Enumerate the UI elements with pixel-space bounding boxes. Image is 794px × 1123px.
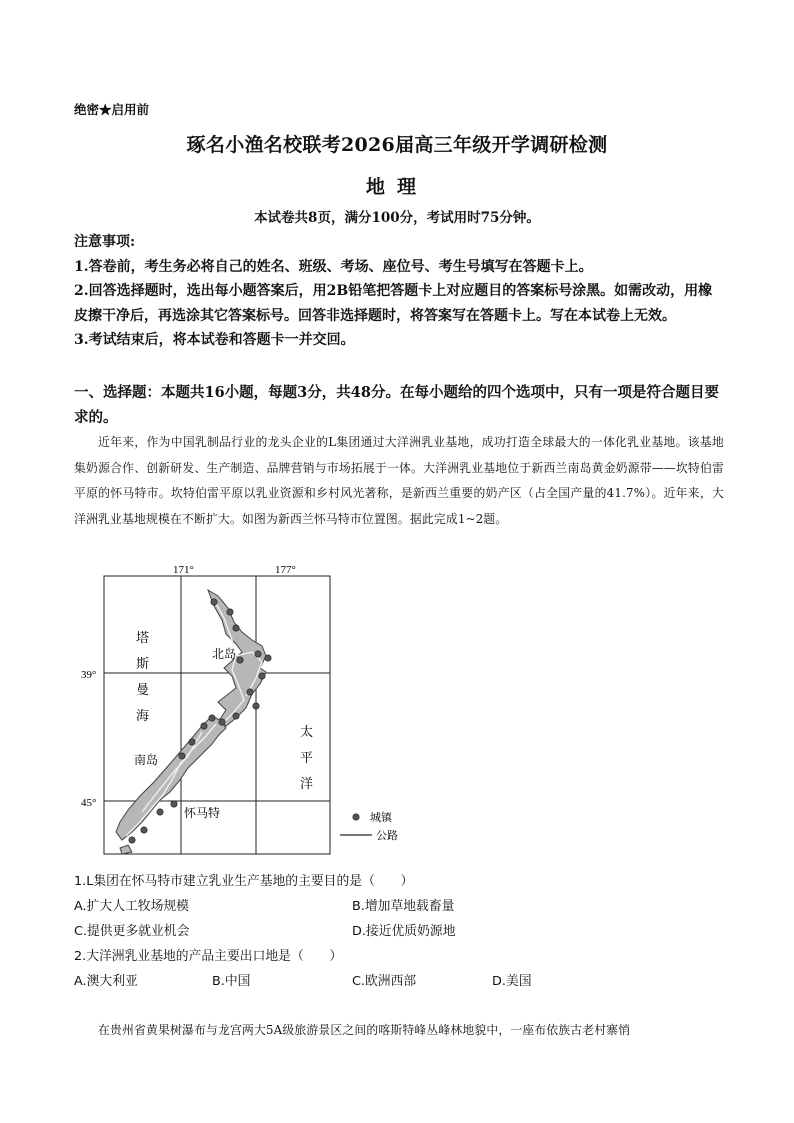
- notes-heading: 注意事项:: [74, 234, 136, 250]
- q2-option-b: B.中国: [212, 974, 251, 989]
- south-island-label: 南岛: [134, 753, 159, 767]
- north-island-label: 北岛: [212, 647, 237, 661]
- new-zealand-map: [81, 560, 426, 860]
- question-2-stem: 2.大洋洲乳业基地的产品主要出口地是（ ）: [74, 949, 343, 964]
- exam-info: 本试卷共8页，满分100分，考试用时75分钟。: [254, 210, 540, 226]
- exam-title: 琢名小渔名校联考2026届高三年级开学调研检测: [186, 134, 608, 156]
- stewart-island-shape: [120, 845, 132, 854]
- lat-45-label: 45°: [81, 797, 97, 809]
- ocean-east-char-2: 平: [300, 751, 314, 766]
- ocean-east-char-3: 洋: [300, 777, 314, 792]
- note-item-3: 3.考试结束后，将本试卷和答题卡一并交回。: [74, 332, 355, 348]
- sea-west-char-4: 海: [136, 709, 150, 724]
- sea-west-label: [136, 631, 149, 724]
- section-heading: 一、选择题：本题共16小题，每题3分，共48分。在每小题给的四个选项中，只有一项是符合题目要求的。: [74, 384, 719, 426]
- legend-town-symbol: [353, 814, 359, 820]
- waimate-label: 怀马特: [184, 806, 221, 820]
- sea-west-char-1: 塔: [136, 631, 150, 646]
- q1-option-a: A.扩大人工牧场规模: [74, 899, 189, 914]
- legend-road-label: 公路: [376, 829, 398, 842]
- q2-option-c: C.欧洲西部: [352, 974, 417, 989]
- q1-option-b: B.增加草地载畜量: [352, 899, 455, 914]
- q2-option-d: D.美国: [492, 974, 532, 989]
- subject-title: 地理: [365, 176, 428, 198]
- lat-39-label: 39°: [81, 669, 97, 681]
- lon-171-label: 171°: [173, 564, 194, 576]
- q2-option-a: A.澳大利亚: [74, 974, 138, 989]
- passage-2: 在贵州省黄果树瀑布与龙宫两大5A级旅游景区之间的喀斯特峰丛峰林地貌中，一座布依族古老村寨悄: [98, 1023, 631, 1037]
- q1-option-c: C.提供更多就业机会: [74, 924, 190, 939]
- lon-177-label: 177°: [275, 564, 296, 576]
- sea-west-char-2: 斯: [136, 657, 150, 672]
- q1-option-d: D.接近优质奶源地: [352, 924, 456, 939]
- south-island-shape: [116, 716, 226, 840]
- notes-block: [74, 230, 724, 353]
- confidential-label: 绝密★启用前: [74, 102, 150, 117]
- note-item-1: 1.答卷前，考生务必将自己的姓名、班级、考场、座位号、考生号填写在答题卡上。: [74, 258, 593, 275]
- note-item-2: 2.回答选择题时，选出每小题答案后，用2B铅笔把答题卡上对应题目的答案标号涂黑。如需改动，用橡皮擦干净后，再选涂其它答案标号。回答非选择题时，将答案写在答题卡上。写在本试卷上无效。: [74, 283, 713, 324]
- legend-town-label: 城镇: [370, 811, 392, 824]
- ocean-east-label: [300, 724, 313, 792]
- passage-1: 近年来，作为中国乳制品行业的龙头企业的L集团通过大洋洲乳业基地，成功打造全球最大的一体化乳业基地。该基地集奶源合作、创新研发、生产制造、品牌营销与市场拓展于一体。大洋洲乳业基地位于新西兰南岛黄金奶源带——坎特伯雷平原的怀马特市。坎特伯雷平原以乳业资源和乡村风光著称，是新西兰重要的奶产区（占全国产量的41.7%）。近年来，大洋洲乳业基地规模在不断扩大。如图为新西兰怀马特市位置图。据此完成1~2题。: [74, 435, 724, 526]
- ocean-east-char-1: 太: [300, 725, 314, 740]
- sea-west-char-3: 曼: [136, 683, 150, 698]
- question-1-stem: 1.L集团在怀马特市建立乳业生产基地的主要目的是（ ）: [74, 874, 414, 889]
